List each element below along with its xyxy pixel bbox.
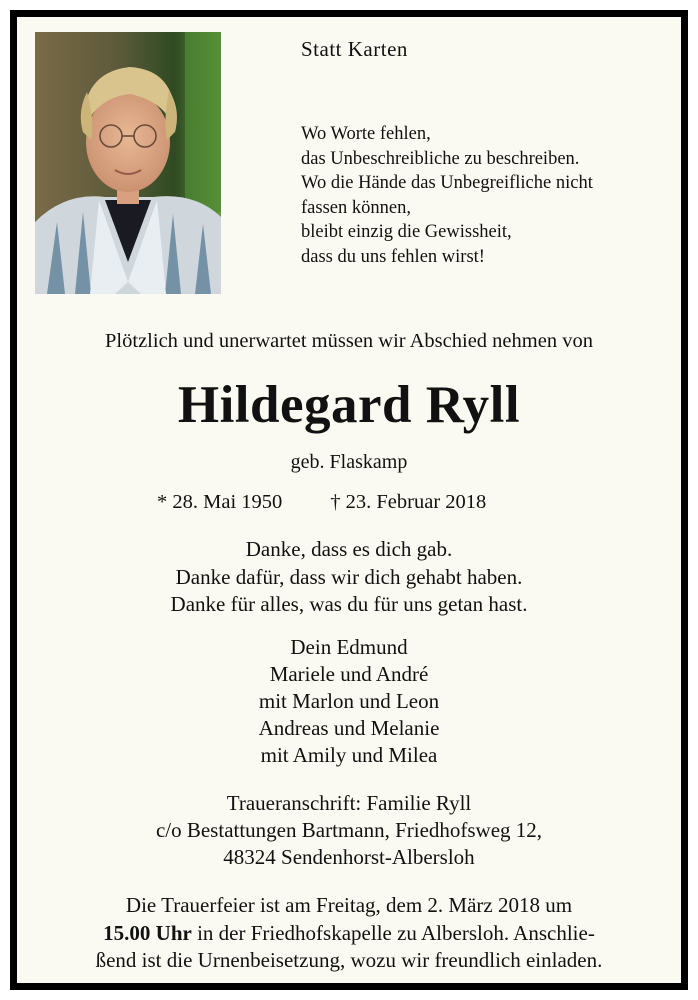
thanks-text <box>17 536 681 619</box>
poem-line: das Unbeschreibliche zu beschreiben. <box>301 148 580 169</box>
poem-line: fassen können, <box>301 197 411 218</box>
portrait-photo <box>35 32 221 294</box>
mourner-line: mit Marlon und Leon <box>258 689 440 713</box>
funeral-line <box>17 920 681 948</box>
birth-name: geb. Flaskamp <box>290 451 408 473</box>
mourning-address <box>17 790 681 871</box>
mourner-line: Dein Edmund <box>290 635 408 659</box>
poem <box>301 122 593 269</box>
death-date: † 23. Februar 2018 <box>330 491 487 513</box>
thanks-line: Danke für alles, was du für uns getan hast. <box>170 592 528 616</box>
deceased-name: Hildegard Ryll <box>177 376 521 434</box>
funeral-info <box>17 892 681 975</box>
funeral-location: in der Friedhofskapelle zu Albersloh. Anschlie- <box>191 920 595 945</box>
life-dates <box>157 491 486 514</box>
poem-line: Wo die Hände das Unbegreifliche nicht <box>301 173 593 193</box>
birth-date: * 28. Mai 1950 <box>157 491 283 513</box>
obituary-card <box>10 10 688 990</box>
intro-text: Plötzlich und unerwartet müssen wir Abschied nehmen von <box>105 330 593 352</box>
funeral-time: 15.00 Uhr <box>103 920 192 945</box>
address-line: Traueranschrift: Familie Ryll <box>226 791 472 815</box>
thanks-line: Danke, dass es dich gab. <box>245 537 453 561</box>
mourner-line: Andreas und Melanie <box>258 716 440 740</box>
poem-line: Wo Worte fehlen, <box>301 124 431 144</box>
address-line: 48324 Sendenhorst-Albersloh <box>223 845 475 869</box>
mourner-line: mit Amily und Milea <box>260 743 438 767</box>
funeral-line: Die Trauerfeier ist am Freitag, dem 2. März 2018 um <box>125 893 573 917</box>
mourners-list <box>17 634 681 769</box>
poem-line: dass du uns fehlen wirst! <box>301 246 485 267</box>
mourner-line: Mariele und André <box>269 662 429 686</box>
address-line: c/o Bestattungen Bartmann, Friedhofsweg 12, <box>155 818 543 842</box>
funeral-line: ßend ist die Urnenbeisetzung, wozu wir freundlich einladen. <box>95 948 603 972</box>
poem-line: bleibt einzig die Gewissheit, <box>301 222 512 242</box>
thanks-line: Danke dafür, dass wir dich gehabt haben. <box>175 564 523 589</box>
statt-karten-heading: Statt Karten <box>301 37 408 61</box>
